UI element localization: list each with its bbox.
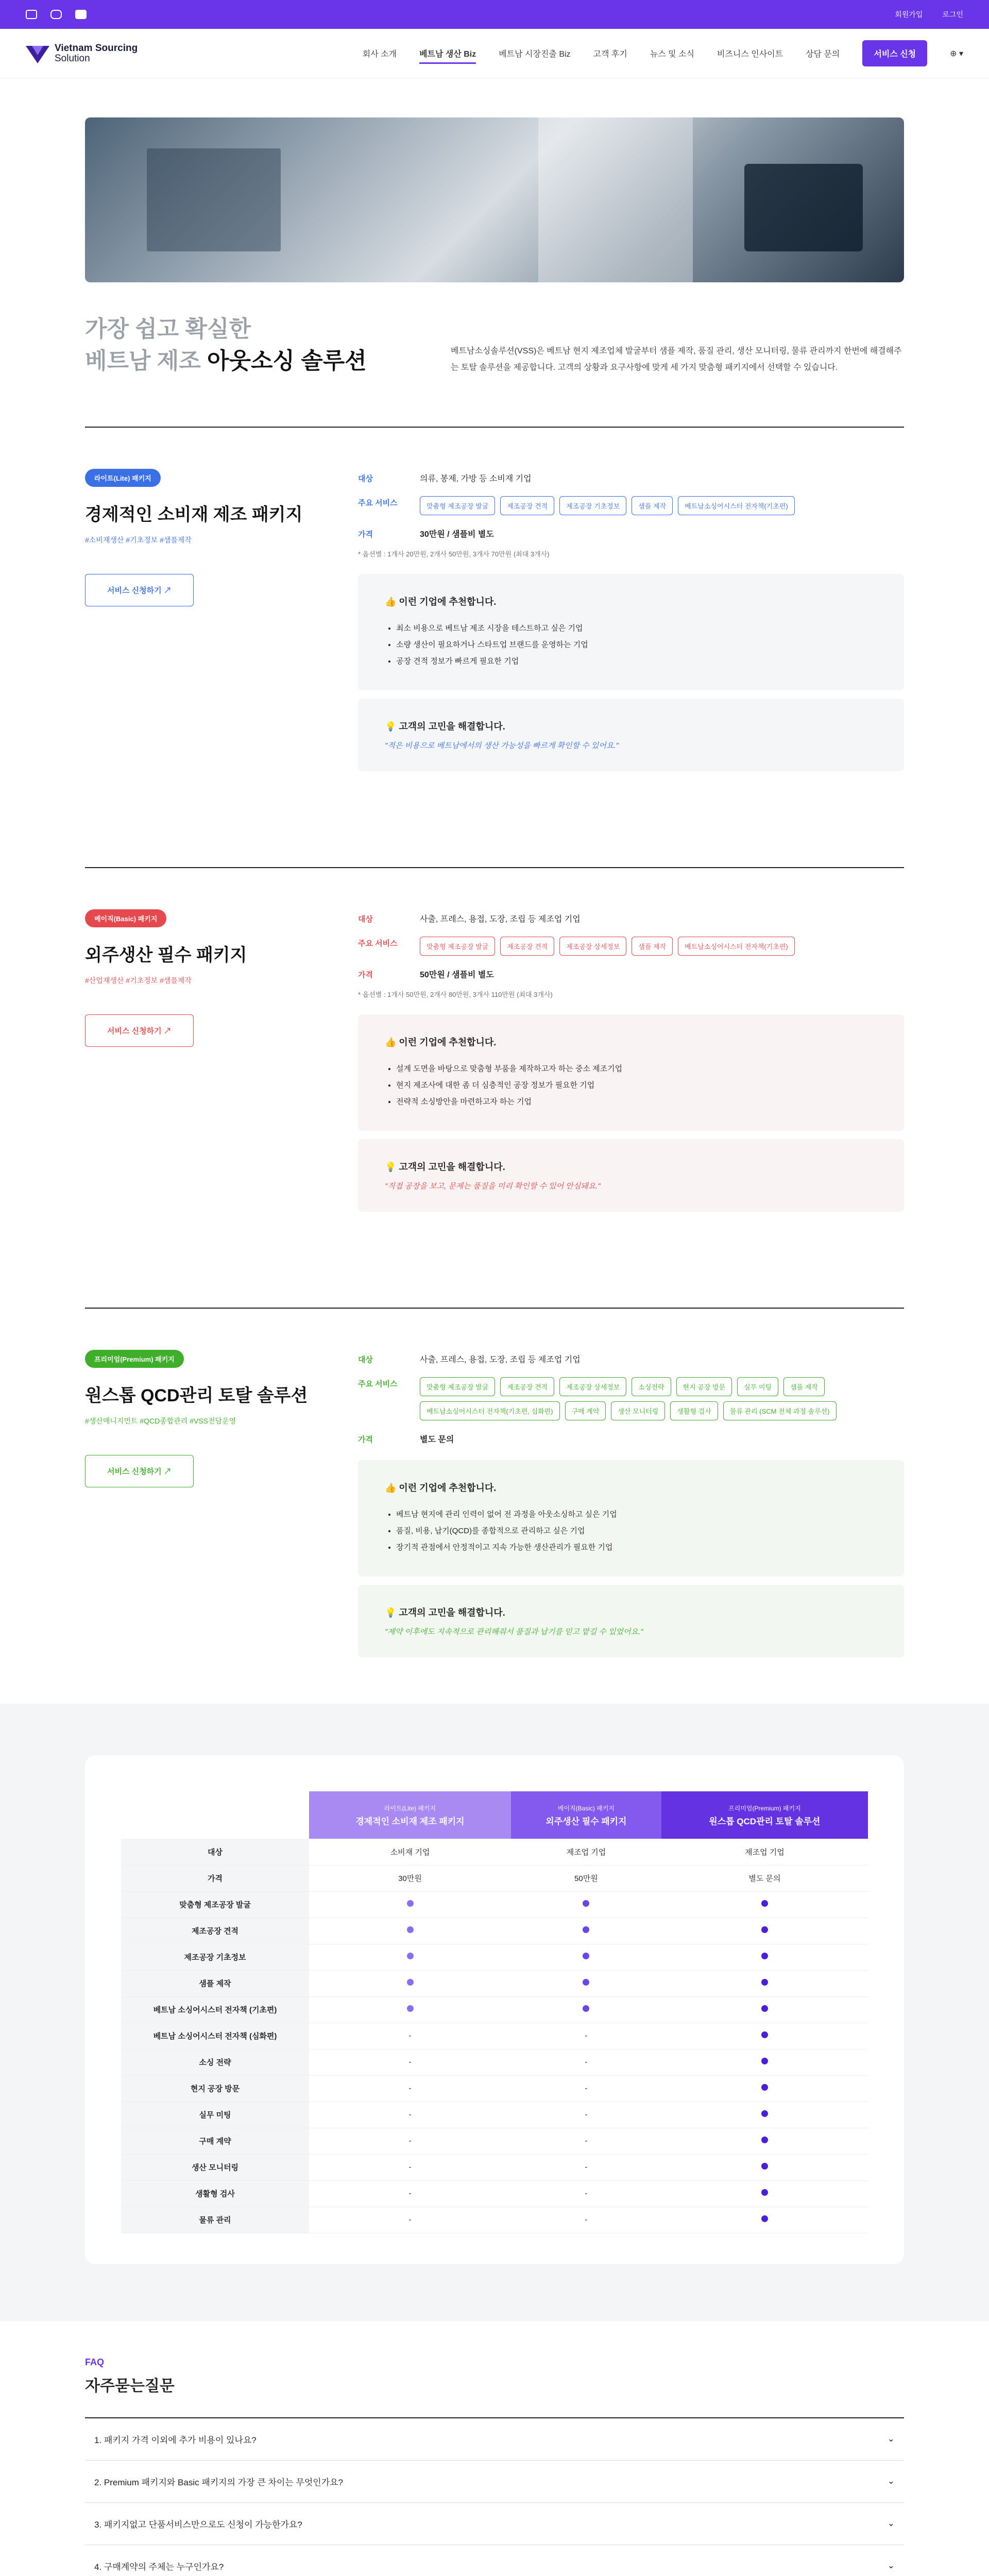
intro-section xyxy=(85,313,904,377)
logo-subtext: Solution xyxy=(55,53,90,64)
row-label: 구매 계약 xyxy=(121,2128,309,2154)
hero-image xyxy=(85,117,904,282)
recommend-item: • 최소 비용으로 베트남 제조 시장을 테스트하고 싶은 기업 xyxy=(396,620,877,637)
table-row xyxy=(121,2154,868,2180)
compare-header xyxy=(661,1791,868,1839)
lightbulb-icon: 💡 xyxy=(385,1162,399,1172)
detail-value xyxy=(420,493,904,515)
table-cell xyxy=(309,2128,511,2154)
cell-text: - xyxy=(408,2031,412,2040)
cell-text: - xyxy=(408,2137,412,2145)
table-row xyxy=(121,2207,868,2233)
table-cell xyxy=(661,2154,868,2180)
service-chip: 물류 관리 (SCM 전체 과정 솔루션) xyxy=(723,1401,837,1420)
table-cell xyxy=(309,1944,511,1970)
table-row xyxy=(121,1918,868,1944)
service-chip: 생활형 검사 xyxy=(670,1401,718,1420)
login-link[interactable]: 로그인 xyxy=(942,10,963,19)
solve-box xyxy=(358,1139,904,1212)
recommend-item: • 베트남 현지에 관리 인력이 없어 전 과정을 아웃소싱하고 싶은 기업 xyxy=(396,1506,877,1523)
cell-text: 별도 문의 xyxy=(748,1874,781,1883)
service-chip: 베트남소싱어시스터 전자책(기초편) xyxy=(678,937,795,956)
detail-row xyxy=(358,524,904,539)
header-empty xyxy=(121,1791,309,1839)
table-cell xyxy=(309,2180,511,2207)
faq-label: FAQ xyxy=(85,2357,105,2367)
solve-title xyxy=(385,719,877,733)
service-chip: 제조공장 견적 xyxy=(500,1377,554,1396)
included-dot-icon xyxy=(761,2031,768,2038)
detail-text: 사출, 프레스, 용접, 도장, 조립 등 제조업 기업 xyxy=(420,915,581,924)
detail-label: 주요 서비스 xyxy=(358,1380,398,1388)
row-label: 제조공장 기초정보 xyxy=(121,1944,309,1970)
table-row xyxy=(121,1970,868,1996)
table-cell xyxy=(309,1839,511,1865)
package-summary xyxy=(85,1350,317,1657)
detail-value xyxy=(420,469,904,484)
logo-text: Vietnam Sourcing xyxy=(55,42,138,54)
package-section xyxy=(85,428,904,818)
compare-section xyxy=(0,1704,989,2321)
cell-text: 제조업 기업 xyxy=(745,1848,785,1857)
compare-header-badge: 라이트(Lite) 패키지 xyxy=(384,1805,436,1812)
service-chip: 샘플 제작 xyxy=(632,496,673,515)
table-cell xyxy=(661,2102,868,2128)
service-chip: 맞춤형 제조공장 발굴 xyxy=(420,496,495,515)
service-chip: 제조공장 견적 xyxy=(500,937,554,956)
compare-header-title: 원스톱 QCD관리 토탈 솔루션 xyxy=(709,1817,821,1826)
package-title: 원스톱 QCD관리 토탈 솔루션 xyxy=(85,1386,308,1405)
table-cell xyxy=(309,2075,511,2102)
service-chip: 맞춤형 제조공장 발굴 xyxy=(420,1377,495,1396)
table-cell xyxy=(309,2023,511,2049)
service-chip: 제조공장 기초정보 xyxy=(559,496,626,515)
included-dot-icon xyxy=(761,2058,768,2064)
youtube-icon[interactable] xyxy=(75,10,87,19)
service-chip: 제조공장 상세정보 xyxy=(559,1377,626,1396)
solve-title-text: 고객의 고민을 해결합니다. xyxy=(399,1162,505,1172)
solve-title-text: 고객의 고민을 해결합니다. xyxy=(399,1607,505,1618)
detail-row xyxy=(358,1430,904,1445)
table-cell xyxy=(661,1996,868,2023)
faq-item[interactable] xyxy=(85,2461,904,2503)
detail-row xyxy=(358,469,904,484)
detail-value xyxy=(420,1374,904,1420)
detail-value xyxy=(420,909,904,924)
included-dot-icon xyxy=(407,1900,414,1907)
faq-question: 2. Premium 패키지와 Basic 패키지의 가장 큰 차이는 무엇인가요? xyxy=(94,2477,344,2487)
recommend-item: • 현지 제조사에 대한 좀 더 심층적인 공장 정보가 필요한 기업 xyxy=(396,1077,877,1094)
service-chip: 맞춤형 제조공장 발굴 xyxy=(420,937,495,956)
table-row xyxy=(121,1996,868,2023)
table-cell xyxy=(309,2207,511,2233)
faq-question: 4. 구매계약의 주체는 누구인가요? xyxy=(94,2562,224,2572)
cell-text: 제조업 기업 xyxy=(566,1848,606,1857)
top-bar xyxy=(0,0,989,29)
cell-text: 30만원 xyxy=(398,1874,422,1883)
table-cell xyxy=(511,2075,661,2102)
recommend-box xyxy=(358,574,904,690)
table-row xyxy=(121,2075,868,2102)
chevron-down-icon: ⌄ xyxy=(887,2518,895,2528)
logo[interactable] xyxy=(26,43,138,64)
compare-table xyxy=(121,1791,868,2233)
detail-text: 30만원 / 샘플비 별도 xyxy=(420,530,494,539)
table-cell xyxy=(661,2207,868,2233)
compare-header-badge: 베이직(Basic) 패키지 xyxy=(557,1805,615,1812)
lightbulb-icon: 💡 xyxy=(385,721,399,732)
package-summary xyxy=(85,469,317,771)
thumb-icon: 👍 xyxy=(385,597,399,607)
detail-label: 가격 xyxy=(358,971,373,979)
solve-title xyxy=(385,1160,877,1173)
row-label: 제조공장 견적 xyxy=(121,1918,309,1944)
message-icon[interactable] xyxy=(26,10,37,19)
detail-value xyxy=(420,934,904,956)
service-chip: 생산 모니터링 xyxy=(611,1401,665,1420)
compare-card xyxy=(85,1755,904,2264)
solve-box xyxy=(358,699,904,771)
recommend-title-text: 이런 기업에 추천합니다. xyxy=(399,597,497,607)
table-row xyxy=(121,1839,868,1865)
package-title: 외주생산 필수 패키지 xyxy=(85,945,247,965)
faq-list xyxy=(85,2417,904,2576)
cell-text: 50만원 xyxy=(574,1874,598,1883)
included-dot-icon xyxy=(583,1926,589,1933)
package-section xyxy=(85,868,904,1258)
faq-question: 1. 패키지 가격 이외에 추가 비용이 있나요? xyxy=(94,2435,257,2445)
faq-question: 3. 패키지없고 단품서비스만으로도 신청이 가능한가요? xyxy=(94,2519,302,2530)
service-chip: 샘플 제작 xyxy=(783,1377,825,1396)
recommend-title-text: 이런 기업에 추천합니다. xyxy=(399,1037,497,1047)
table-cell xyxy=(511,2180,661,2207)
chevron-down-icon: ⌄ xyxy=(887,2561,895,2570)
table-cell xyxy=(511,1944,661,1970)
included-dot-icon xyxy=(583,2005,589,2012)
table-cell xyxy=(309,2154,511,2180)
detail-value xyxy=(420,1350,904,1365)
row-label: 생활형 검사 xyxy=(121,2180,309,2207)
faq-item[interactable] xyxy=(85,2418,904,2461)
detail-value xyxy=(420,524,904,539)
included-dot-icon xyxy=(761,2163,768,2170)
intro-description: 베트남소싱솔루션(VSS)은 베트남 현지 제조업체 발굴부터 샘플 제작, 품질 관리, 생산 모니터링, 물류 관리까지 한번에 해결해주는 토탈 솔루션을 제공합니다. 고객의 상황과 요구사항에 맞게 세 가지 맞춤형 패키지에서 선택할 수 있습니다. xyxy=(451,347,902,372)
table-cell xyxy=(511,1839,661,1865)
cell-text: - xyxy=(585,2189,588,2198)
detail-text: 별도 문의 xyxy=(420,1435,454,1444)
table-cell xyxy=(511,1996,661,2023)
package-details xyxy=(358,469,904,771)
package-tags: #산업재생산 #기초정보 #샘플제작 xyxy=(85,976,192,985)
detail-row xyxy=(358,493,904,515)
recommend-item: • 공장 견적 정보가 빠르게 필요한 기업 xyxy=(396,653,877,670)
cell-text: - xyxy=(585,2137,588,2145)
thumb-icon: 👍 xyxy=(385,1483,399,1493)
cell-text: - xyxy=(408,2215,412,2224)
recommend-title xyxy=(385,595,877,608)
table-cell xyxy=(511,1918,661,1944)
table-cell xyxy=(661,2049,868,2075)
recommend-list xyxy=(385,1506,877,1556)
language-selector[interactable]: ⊕ ▾ xyxy=(950,49,963,58)
detail-label: 대상 xyxy=(358,474,373,483)
recommend-list xyxy=(385,620,877,670)
table-cell xyxy=(511,2128,661,2154)
cell-text: - xyxy=(585,2163,588,2172)
instagram-icon[interactable] xyxy=(50,10,62,19)
table-row xyxy=(121,1865,868,1891)
recommend-title-text: 이런 기업에 추천합니다. xyxy=(399,1483,497,1493)
signup-link[interactable]: 회원가입 xyxy=(895,10,923,19)
included-dot-icon xyxy=(761,2137,768,2143)
detail-row xyxy=(358,1350,904,1365)
nav-about[interactable]: 회사 소개 xyxy=(362,50,397,59)
intro-title: 가장 쉽고 확실한 베트남 제조 아웃소싱 솔루션 xyxy=(85,316,367,374)
included-dot-icon xyxy=(761,1900,768,1907)
nav-production[interactable]: 베트남 생산 Biz xyxy=(419,47,476,64)
package-details xyxy=(358,909,904,1212)
detail-value xyxy=(420,1430,904,1445)
social-links xyxy=(26,10,87,19)
recommend-title xyxy=(385,1481,877,1494)
included-dot-icon xyxy=(407,2005,414,2012)
package-badge: 라이트(Lite) 패키지 xyxy=(85,469,161,487)
detail-label: 대상 xyxy=(358,1355,373,1364)
package-badge: 베이직(Basic) 패키지 xyxy=(85,909,166,927)
recommend-box xyxy=(358,1014,904,1131)
package-tags: #생산매니지먼트 #QCD종합관리 #VSS전담운영 xyxy=(85,1417,236,1425)
chevron-down-icon: ⌄ xyxy=(887,2476,895,2486)
service-chip: 제조공장 상세정보 xyxy=(559,937,626,956)
lightbulb-icon: 💡 xyxy=(385,1607,399,1618)
included-dot-icon xyxy=(761,1926,768,1933)
row-label: 샘플 제작 xyxy=(121,1970,309,1996)
table-cell xyxy=(511,1891,661,1918)
solve-box xyxy=(358,1585,904,1657)
row-label: 베트남 소싱어시스터 전자책 (심화편) xyxy=(121,2023,309,2049)
row-label: 베트남 소싱어시스터 전자책 (기초편) xyxy=(121,1996,309,2023)
package-apply-button[interactable]: 서비스 신청하기 ↗ xyxy=(85,574,194,606)
service-chip: 실무 미팅 xyxy=(737,1377,778,1396)
site-header xyxy=(0,29,989,78)
package-apply-button[interactable]: 서비스 신청하기 ↗ xyxy=(85,1014,194,1047)
detail-row xyxy=(358,934,904,956)
row-label: 생산 모니터링 xyxy=(121,2154,309,2180)
row-label: 소싱 전략 xyxy=(121,2049,309,2075)
package-tags: #소비재생산 #기초정보 #샘플제작 xyxy=(85,536,192,544)
faq-item[interactable] xyxy=(85,2503,904,2545)
solve-quote: "적은 비용으로 베트남에서의 생산 가능성을 빠르게 확인할 수 있어요." xyxy=(385,741,619,750)
nav-reviews[interactable]: 고객 후기 xyxy=(593,50,627,59)
included-dot-icon xyxy=(761,2215,768,2222)
recommend-list xyxy=(385,1061,877,1110)
recommend-title xyxy=(385,1035,877,1048)
row-label: 실무 미팅 xyxy=(121,2102,309,2128)
table-cell xyxy=(309,1996,511,2023)
table-cell xyxy=(661,2180,868,2207)
table-row xyxy=(121,1944,868,1970)
recommend-box xyxy=(358,1460,904,1577)
included-dot-icon xyxy=(407,1953,414,1959)
package-section xyxy=(85,1309,904,1657)
package-details xyxy=(358,1350,904,1657)
faq-title: 자주묻는질문 xyxy=(85,2377,175,2395)
detail-label: 주요 서비스 xyxy=(358,499,398,507)
detail-label: 가격 xyxy=(358,530,373,539)
solve-title-text: 고객의 고민을 해결합니다. xyxy=(399,721,505,732)
package-badge: 프리미엄(Premium) 패키지 xyxy=(85,1350,184,1368)
included-dot-icon xyxy=(761,2110,768,2117)
detail-row xyxy=(358,909,904,924)
cell-text: - xyxy=(408,2084,412,2093)
detail-text: 50만원 / 샘플비 별도 xyxy=(420,971,494,979)
row-label: 가격 xyxy=(121,1865,309,1891)
table-cell xyxy=(661,1891,868,1918)
compare-header xyxy=(511,1791,661,1839)
nav-news[interactable]: 뉴스 및 소식 xyxy=(650,50,694,59)
included-dot-icon xyxy=(761,1979,768,1986)
faq-item[interactable] xyxy=(85,2545,904,2576)
service-chip: 구매 계약 xyxy=(565,1401,606,1420)
table-cell xyxy=(661,1944,868,1970)
row-label: 맞춤형 제조공장 발굴 xyxy=(121,1891,309,1918)
nav-insight[interactable]: 비즈니스 인사이트 xyxy=(717,50,783,59)
cell-text: - xyxy=(585,2084,588,2093)
row-label: 대상 xyxy=(121,1839,309,1865)
price-note: * 옵션별 : 1개사 20만원, 2개사 50만원, 3개사 70만원 (최대 3개사) xyxy=(358,550,550,558)
cell-text: - xyxy=(585,2215,588,2224)
included-dot-icon xyxy=(583,1900,589,1907)
service-chip: 제조공장 견적 xyxy=(500,496,554,515)
solve-quote: "제약 이후에도 지속적으로 관리해줘서 품질과 납기를 믿고 맡길 수 있었어요." xyxy=(385,1628,643,1636)
recommend-item: • 설계 도면을 바탕으로 맞춤형 부품을 제작하고자 하는 중소 제조기업 xyxy=(396,1061,877,1077)
service-chip: 현지 공장 방문 xyxy=(676,1377,732,1396)
table-cell xyxy=(511,2154,661,2180)
logo-mark-icon xyxy=(26,44,49,63)
table-cell xyxy=(661,1918,868,1944)
detail-label: 주요 서비스 xyxy=(358,939,398,948)
table-row xyxy=(121,2102,868,2128)
table-row xyxy=(121,1891,868,1918)
cell-text: - xyxy=(408,2163,412,2172)
included-dot-icon xyxy=(761,2189,768,2196)
included-dot-icon xyxy=(583,1979,589,1986)
table-cell xyxy=(309,2102,511,2128)
table-cell xyxy=(309,2049,511,2075)
package-title: 경제적인 소비재 제조 패키지 xyxy=(85,505,303,524)
recommend-item: • 장기적 관점에서 안정적이고 지속 가능한 생산관리가 필요한 기업 xyxy=(396,1539,877,1556)
table-cell xyxy=(661,1865,868,1891)
compare-header xyxy=(309,1791,511,1839)
included-dot-icon xyxy=(407,1926,414,1933)
price-note: * 옵션별 : 1개사 50만원, 2개사 80만원, 3개사 110만원 (최대 3개사) xyxy=(358,991,553,998)
included-dot-icon xyxy=(407,1979,414,1986)
table-cell xyxy=(511,1970,661,1996)
service-chip: 소싱전략 xyxy=(632,1377,671,1396)
compare-header-title: 외주생산 필수 패키지 xyxy=(545,1817,627,1826)
table-cell xyxy=(309,1865,511,1891)
detail-value xyxy=(420,965,904,980)
detail-row xyxy=(358,1374,904,1420)
table-cell xyxy=(511,2049,661,2075)
table-row xyxy=(121,2180,868,2207)
package-apply-button[interactable]: 서비스 신청하기 ↗ xyxy=(85,1455,194,1487)
table-cell xyxy=(309,1918,511,1944)
thumb-icon: 👍 xyxy=(385,1037,399,1047)
cell-text: - xyxy=(408,2189,412,2198)
detail-label: 가격 xyxy=(358,1435,373,1444)
table-cell xyxy=(309,1891,511,1918)
service-apply-button[interactable]: 서비스 신청 xyxy=(862,40,927,66)
nav-contact[interactable]: 상담 문의 xyxy=(806,50,840,59)
table-cell xyxy=(661,1839,868,1865)
table-cell xyxy=(661,2128,868,2154)
table-cell xyxy=(511,2023,661,2049)
service-chip: 베트남소싱어시스터 전자책(기초편, 심화편) xyxy=(420,1401,560,1420)
chevron-down-icon: ⌄ xyxy=(887,2434,895,2444)
nav-market[interactable]: 베트남 시장진출 Biz xyxy=(499,50,571,59)
package-summary xyxy=(85,909,317,1212)
table-cell xyxy=(511,2102,661,2128)
compare-header-title: 경제적인 소비재 제조 패키지 xyxy=(355,1817,465,1826)
cell-text: - xyxy=(408,2110,412,2119)
packages xyxy=(85,427,904,1657)
cell-text: - xyxy=(585,2031,588,2040)
row-label: 현지 공장 방문 xyxy=(121,2075,309,2102)
table-row xyxy=(121,2023,868,2049)
service-chip: 샘플 제작 xyxy=(632,937,673,956)
table-cell xyxy=(661,2075,868,2102)
detail-text: 의류, 봉제, 가방 등 소비재 기업 xyxy=(420,474,532,483)
recommend-item: • 소량 생산이 필요하거나 스타트업 브랜드를 운영하는 기업 xyxy=(396,637,877,653)
faq-section xyxy=(85,2321,904,2576)
table-cell xyxy=(309,1970,511,1996)
table-cell xyxy=(511,1865,661,1891)
included-dot-icon xyxy=(761,2005,768,2012)
compare-header-badge: 프리미엄(Premium) 패키지 xyxy=(728,1805,801,1812)
table-cell xyxy=(661,1970,868,1996)
cell-text: 소비재 기업 xyxy=(390,1848,430,1857)
solve-title xyxy=(385,1605,877,1619)
recommend-item: • 전략적 소싱방안을 마련하고자 하는 기업 xyxy=(396,1094,877,1110)
included-dot-icon xyxy=(761,2084,768,2091)
row-label: 물류 관리 xyxy=(121,2207,309,2233)
service-chip: 베트남소싱어시스터 전자책(기초편) xyxy=(678,496,795,515)
main-nav xyxy=(363,40,963,66)
detail-label: 대상 xyxy=(358,915,373,924)
recommend-item: • 품질, 비용, 납기(QCD)를 종합적으로 관리하고 싶은 기업 xyxy=(396,1523,877,1539)
solve-quote: "직접 공장을 보고, 문제는 품질을 미리 확인할 수 있어 안심돼요." xyxy=(385,1182,601,1191)
cell-text: - xyxy=(585,2058,588,2066)
detail-text: 사출, 프레스, 용접, 도장, 조립 등 제조업 기업 xyxy=(420,1355,581,1364)
cell-text: - xyxy=(585,2110,588,2119)
table-cell xyxy=(511,2207,661,2233)
table-cell xyxy=(661,2023,868,2049)
cell-text: - xyxy=(408,2058,412,2066)
table-row xyxy=(121,2128,868,2154)
included-dot-icon xyxy=(761,1953,768,1959)
detail-row xyxy=(358,965,904,980)
table-row xyxy=(121,2049,868,2075)
included-dot-icon xyxy=(583,1953,589,1959)
